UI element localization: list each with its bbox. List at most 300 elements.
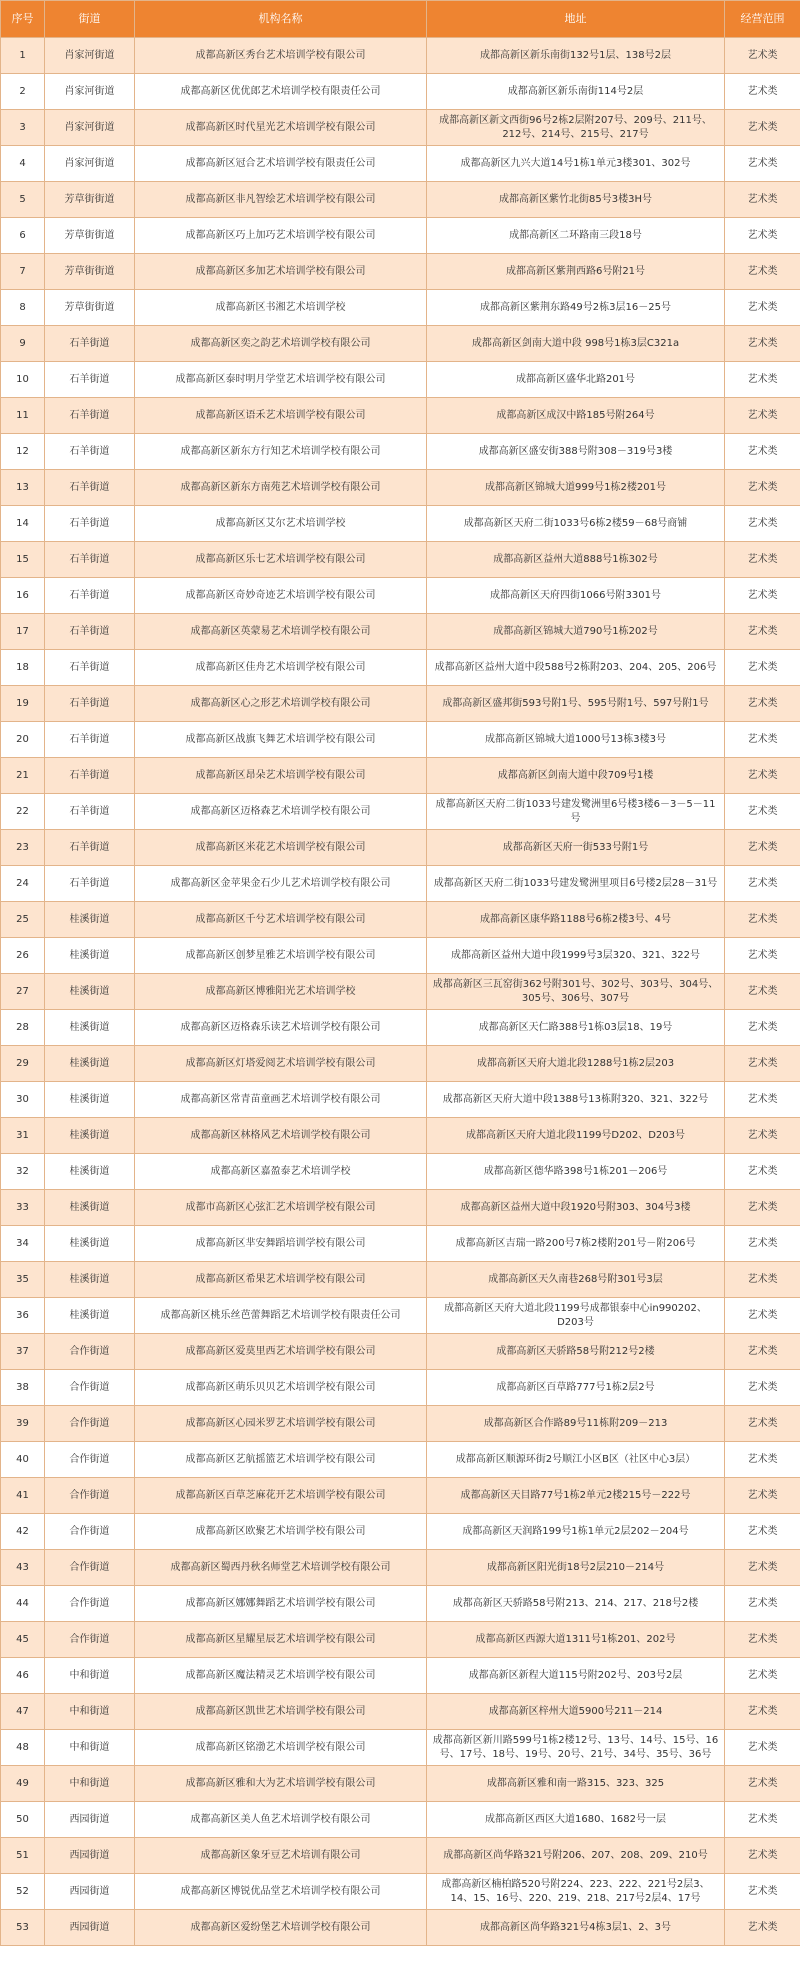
header-name: 机构名称	[135, 1, 427, 38]
table-row	[1, 1730, 800, 1766]
table-row	[1, 866, 800, 902]
cell-no: 45	[1, 1622, 45, 1658]
cell-name: 成都高新区蜀西丹秋名师堂艺术培训学校有限公司	[135, 1550, 427, 1586]
cell-scope: 艺术类	[725, 470, 800, 506]
table-row	[1, 1910, 800, 1946]
cell-street: 桂溪街道	[45, 1046, 135, 1082]
cell-address: 成都高新区德华路398号1栋201－206号	[427, 1154, 725, 1190]
cell-address: 成都高新区盛华北路201号	[427, 362, 725, 398]
cell-no: 28	[1, 1010, 45, 1046]
cell-name: 成都高新区新东方南苑艺术培训学校有限公司	[135, 470, 427, 506]
cell-street: 合作街道	[45, 1406, 135, 1442]
cell-scope: 艺术类	[725, 326, 800, 362]
cell-no: 18	[1, 650, 45, 686]
cell-name: 成都高新区时代星光艺术培训学校有限公司	[135, 110, 427, 146]
cell-no: 15	[1, 542, 45, 578]
cell-scope: 艺术类	[725, 1046, 800, 1082]
table-row	[1, 1442, 800, 1478]
cell-street: 芳草街街道	[45, 254, 135, 290]
cell-no: 1	[1, 38, 45, 74]
table-header	[1, 1, 800, 38]
cell-no: 46	[1, 1658, 45, 1694]
cell-no: 4	[1, 146, 45, 182]
cell-name: 成都高新区创梦星雅艺术培训学校有限公司	[135, 938, 427, 974]
cell-name: 成都高新区英蒙易艺术培训学校有限公司	[135, 614, 427, 650]
cell-no: 50	[1, 1802, 45, 1838]
table-row	[1, 1082, 800, 1118]
cell-street: 合作街道	[45, 1334, 135, 1370]
cell-address: 成都高新区新乐南街132号1层、138号2层	[427, 38, 725, 74]
cell-name: 成都高新区优优郎艺术培训学校有限责任公司	[135, 74, 427, 110]
cell-scope: 艺术类	[725, 1442, 800, 1478]
cell-street: 石羊街道	[45, 830, 135, 866]
cell-name: 成都高新区冠合艺术培训学校有限责任公司	[135, 146, 427, 182]
cell-scope: 艺术类	[725, 866, 800, 902]
cell-street: 西园街道	[45, 1910, 135, 1946]
cell-name: 成都高新区奇妙奇迹艺术培训学校有限公司	[135, 578, 427, 614]
cell-street: 西园街道	[45, 1838, 135, 1874]
cell-address: 成都高新区楠柏路520号附224、223、222、221号2层3、14、15、16号、220、219、218、217号2层4、17号	[427, 1874, 725, 1910]
cell-scope: 艺术类	[725, 758, 800, 794]
header-address: 地址	[427, 1, 725, 38]
cell-name: 成都高新区新东方行知艺术培训学校有限公司	[135, 434, 427, 470]
cell-no: 52	[1, 1874, 45, 1910]
table-row	[1, 902, 800, 938]
cell-no: 27	[1, 974, 45, 1010]
table-row	[1, 1334, 800, 1370]
table-row	[1, 110, 800, 146]
cell-scope: 艺术类	[725, 1262, 800, 1298]
table-body	[1, 38, 800, 1946]
cell-name: 成都高新区泰时明月学堂艺术培训学校有限公司	[135, 362, 427, 398]
cell-street: 合作街道	[45, 1514, 135, 1550]
cell-no: 40	[1, 1442, 45, 1478]
cell-street: 合作街道	[45, 1442, 135, 1478]
cell-no: 17	[1, 614, 45, 650]
table-row	[1, 1298, 800, 1334]
cell-address: 成都高新区天仁路388号1栋03层18、19号	[427, 1010, 725, 1046]
cell-scope: 艺术类	[725, 1694, 800, 1730]
cell-name: 成都高新区爱莫里西艺术培训学校有限公司	[135, 1334, 427, 1370]
cell-scope: 艺术类	[725, 254, 800, 290]
table-row	[1, 830, 800, 866]
cell-scope: 艺术类	[725, 1874, 800, 1910]
cell-no: 44	[1, 1586, 45, 1622]
cell-street: 石羊街道	[45, 794, 135, 830]
table-row	[1, 218, 800, 254]
cell-scope: 艺术类	[725, 1118, 800, 1154]
cell-street: 中和街道	[45, 1658, 135, 1694]
cell-name: 成都高新区灯塔爱阅艺术培训学校有限公司	[135, 1046, 427, 1082]
cell-scope: 艺术类	[725, 1226, 800, 1262]
cell-address: 成都高新区天府大道北段1199号D202、D203号	[427, 1118, 725, 1154]
table-row	[1, 434, 800, 470]
cell-no: 38	[1, 1370, 45, 1406]
cell-name: 成都高新区昂朵艺术培训学校有限公司	[135, 758, 427, 794]
cell-street: 石羊街道	[45, 578, 135, 614]
table-row	[1, 1622, 800, 1658]
cell-street: 石羊街道	[45, 398, 135, 434]
cell-name: 成都高新区艺航摇篮艺术培训学校有限公司	[135, 1442, 427, 1478]
table-row	[1, 974, 800, 1010]
cell-scope: 艺术类	[725, 1082, 800, 1118]
cell-address: 成都高新区盛安街388号附308－319号3楼	[427, 434, 725, 470]
cell-no: 51	[1, 1838, 45, 1874]
cell-scope: 艺术类	[725, 614, 800, 650]
table-row	[1, 290, 800, 326]
cell-name: 成都高新区凯世艺术培训学校有限公司	[135, 1694, 427, 1730]
table-row	[1, 1766, 800, 1802]
cell-address: 成都高新区西源大道1311号1栋201、202号	[427, 1622, 725, 1658]
table-row	[1, 794, 800, 830]
cell-address: 成都高新区天润路199号1栋1单元2层202－204号	[427, 1514, 725, 1550]
cell-address: 成都高新区锦城大道1000号13栋3楼3号	[427, 722, 725, 758]
cell-name: 成都高新区常青苗童画艺术培训学校有限公司	[135, 1082, 427, 1118]
cell-scope: 艺术类	[725, 902, 800, 938]
cell-address: 成都高新区天府二街1033号建发鹭洲里项目6号楼2层28－31号	[427, 866, 725, 902]
table-row	[1, 1802, 800, 1838]
cell-address: 成都高新区西区大道1680、1682号一层	[427, 1802, 725, 1838]
table-row	[1, 758, 800, 794]
cell-no: 34	[1, 1226, 45, 1262]
cell-street: 合作街道	[45, 1550, 135, 1586]
cell-no: 39	[1, 1406, 45, 1442]
cell-street: 芳草街街道	[45, 182, 135, 218]
cell-street: 桂溪街道	[45, 1226, 135, 1262]
cell-name: 成都高新区铭渤艺术培训学校有限公司	[135, 1730, 427, 1766]
cell-scope: 艺术类	[725, 1622, 800, 1658]
cell-street: 西园街道	[45, 1874, 135, 1910]
cell-street: 桂溪街道	[45, 974, 135, 1010]
cell-no: 43	[1, 1550, 45, 1586]
table-row	[1, 362, 800, 398]
cell-no: 41	[1, 1478, 45, 1514]
cell-address: 成都高新区康华路1188号6栋2楼3号、4号	[427, 902, 725, 938]
cell-address: 成都高新区紫竹北街85号3楼3H号	[427, 182, 725, 218]
cell-name: 成都市高新区心弦汇艺术培训学校有限公司	[135, 1190, 427, 1226]
cell-scope: 艺术类	[725, 650, 800, 686]
cell-no: 35	[1, 1262, 45, 1298]
cell-name: 成都高新区娜娜舞蹈艺术培训学校有限公司	[135, 1586, 427, 1622]
cell-no: 22	[1, 794, 45, 830]
table-row	[1, 470, 800, 506]
cell-name: 成都高新区心园米罗艺术培训学校有限公司	[135, 1406, 427, 1442]
cell-address: 成都高新区天目路77号1栋2单元2楼215号－222号	[427, 1478, 725, 1514]
table-row	[1, 686, 800, 722]
header-scope: 经营范围	[725, 1, 800, 38]
cell-name: 成都高新区金苹果金石少儿艺术培训学校有限公司	[135, 866, 427, 902]
cell-street: 合作街道	[45, 1586, 135, 1622]
cell-no: 32	[1, 1154, 45, 1190]
cell-no: 7	[1, 254, 45, 290]
table-row	[1, 1226, 800, 1262]
cell-scope: 艺术类	[725, 1766, 800, 1802]
cell-address: 成都高新区益州大道中段1999号3层320、321、322号	[427, 938, 725, 974]
cell-address: 成都高新区二环路南三段18号	[427, 218, 725, 254]
cell-scope: 艺术类	[725, 1298, 800, 1334]
table-row	[1, 1838, 800, 1874]
cell-name: 成都高新区百草芝麻花开艺术培训学校有限公司	[135, 1478, 427, 1514]
cell-scope: 艺术类	[725, 1334, 800, 1370]
cell-street: 石羊街道	[45, 650, 135, 686]
cell-name: 成都高新区欧聚艺术培训学校有限公司	[135, 1514, 427, 1550]
cell-street: 芳草街街道	[45, 290, 135, 326]
table-row	[1, 254, 800, 290]
header-no: 序号	[1, 1, 45, 38]
cell-scope: 艺术类	[725, 1838, 800, 1874]
header-street: 街道	[45, 1, 135, 38]
cell-scope: 艺术类	[725, 38, 800, 74]
cell-name: 成都高新区艾尔艺术培训学校	[135, 506, 427, 542]
cell-street: 肖家河街道	[45, 146, 135, 182]
cell-scope: 艺术类	[725, 794, 800, 830]
cell-street: 桂溪街道	[45, 1118, 135, 1154]
cell-street: 合作街道	[45, 1370, 135, 1406]
cell-no: 26	[1, 938, 45, 974]
cell-street: 桂溪街道	[45, 1010, 135, 1046]
cell-name: 成都高新区象牙豆艺术培训有限公司	[135, 1838, 427, 1874]
cell-address: 成都高新区天府二街1033号建发鹭洲里6号楼3楼6－3－5－11号	[427, 794, 725, 830]
cell-no: 31	[1, 1118, 45, 1154]
cell-address: 成都高新区紫荆西路6号附21号	[427, 254, 725, 290]
cell-address: 成都高新区梓州大道5900号211－214	[427, 1694, 725, 1730]
table-row	[1, 1010, 800, 1046]
cell-name: 成都高新区秀台艺术培训学校有限公司	[135, 38, 427, 74]
cell-name: 成都高新区博锐优品堂艺术培训学校有限公司	[135, 1874, 427, 1910]
table-row	[1, 542, 800, 578]
cell-address: 成都高新区天府二街1033号6栋2楼59－68号商铺	[427, 506, 725, 542]
cell-address: 成都高新区顺源环街2号顺江小区B区（社区中心3层）	[427, 1442, 725, 1478]
cell-address: 成都高新区雅和南一路315、323、325	[427, 1766, 725, 1802]
cell-street: 中和街道	[45, 1766, 135, 1802]
table-row	[1, 1694, 800, 1730]
cell-address: 成都高新区新程大道115号附202号、203号2层	[427, 1658, 725, 1694]
table-row	[1, 578, 800, 614]
table-row	[1, 722, 800, 758]
cell-scope: 艺术类	[725, 362, 800, 398]
cell-address: 成都高新区天府四街1066号附3301号	[427, 578, 725, 614]
cell-no: 21	[1, 758, 45, 794]
cell-scope: 艺术类	[725, 74, 800, 110]
table-row	[1, 38, 800, 74]
cell-scope: 艺术类	[725, 1910, 800, 1946]
cell-scope: 艺术类	[725, 830, 800, 866]
cell-scope: 艺术类	[725, 1730, 800, 1766]
cell-street: 石羊街道	[45, 434, 135, 470]
cell-name: 成都高新区语禾艺术培训学校有限公司	[135, 398, 427, 434]
cell-name: 成都高新区多加艺术培训学校有限公司	[135, 254, 427, 290]
table-row	[1, 1586, 800, 1622]
cell-no: 29	[1, 1046, 45, 1082]
table-row	[1, 1550, 800, 1586]
table-row	[1, 146, 800, 182]
cell-scope: 艺术类	[725, 146, 800, 182]
cell-name: 成都高新区奕之韵艺术培训学校有限公司	[135, 326, 427, 362]
cell-street: 中和街道	[45, 1730, 135, 1766]
table-row	[1, 398, 800, 434]
cell-name: 成都高新区佳舟艺术培训学校有限公司	[135, 650, 427, 686]
cell-no: 9	[1, 326, 45, 362]
cell-street: 石羊街道	[45, 866, 135, 902]
cell-address: 成都高新区天久南巷268号附301号3层	[427, 1262, 725, 1298]
table-row	[1, 506, 800, 542]
cell-scope: 艺术类	[725, 974, 800, 1010]
cell-street: 桂溪街道	[45, 938, 135, 974]
cell-address: 成都高新区尚华路321号4栋3层1、2、3号	[427, 1910, 725, 1946]
cell-scope: 艺术类	[725, 506, 800, 542]
cell-scope: 艺术类	[725, 1010, 800, 1046]
cell-street: 桂溪街道	[45, 1190, 135, 1226]
cell-name: 成都高新区魔法精灵艺术培训学校有限公司	[135, 1658, 427, 1694]
cell-name: 成都高新区千兮艺术培训学校有限公司	[135, 902, 427, 938]
table-row	[1, 1118, 800, 1154]
cell-scope: 艺术类	[725, 1406, 800, 1442]
cell-no: 5	[1, 182, 45, 218]
cell-address: 成都高新区九兴大道14号1栋1单元3楼301、302号	[427, 146, 725, 182]
cell-address: 成都高新区盛邦街593号附1号、595号附1号、597号附1号	[427, 686, 725, 722]
table-row	[1, 1658, 800, 1694]
cell-street: 桂溪街道	[45, 1154, 135, 1190]
table-row	[1, 650, 800, 686]
cell-scope: 艺术类	[725, 290, 800, 326]
cell-name: 成都高新区雅和大为艺术培训学校有限公司	[135, 1766, 427, 1802]
table-row	[1, 1190, 800, 1226]
cell-street: 合作街道	[45, 1622, 135, 1658]
cell-name: 成都高新区博雅阳光艺术培训学校	[135, 974, 427, 1010]
cell-scope: 艺术类	[725, 1370, 800, 1406]
cell-street: 桂溪街道	[45, 1298, 135, 1334]
cell-no: 47	[1, 1694, 45, 1730]
cell-name: 成都高新区桃乐丝芭蕾舞蹈艺术培训学校有限责任公司	[135, 1298, 427, 1334]
cell-address: 成都高新区百草路777号1栋2层2号	[427, 1370, 725, 1406]
cell-no: 19	[1, 686, 45, 722]
cell-address: 成都高新区天府大道北段1199号成都银泰中心in990202、D203号	[427, 1298, 725, 1334]
cell-name: 成都高新区非凡智绘艺术培训学校有限公司	[135, 182, 427, 218]
cell-address: 成都高新区锦城大道999号1栋2楼201号	[427, 470, 725, 506]
cell-scope: 艺术类	[725, 182, 800, 218]
cell-street: 石羊街道	[45, 362, 135, 398]
cell-no: 6	[1, 218, 45, 254]
header-row	[1, 1, 800, 38]
cell-name: 成都高新区乐七艺术培训学校有限公司	[135, 542, 427, 578]
cell-name: 成都高新区书湘艺术培训学校	[135, 290, 427, 326]
cell-street: 石羊街道	[45, 506, 135, 542]
cell-street: 石羊街道	[45, 758, 135, 794]
cell-address: 成都高新区剑南大道中段 998号1栋3层C321a	[427, 326, 725, 362]
cell-address: 成都高新区益州大道888号1栋302号	[427, 542, 725, 578]
cell-no: 13	[1, 470, 45, 506]
table-row	[1, 1262, 800, 1298]
cell-no: 30	[1, 1082, 45, 1118]
cell-no: 16	[1, 578, 45, 614]
table-row	[1, 1406, 800, 1442]
cell-scope: 艺术类	[725, 1154, 800, 1190]
cell-name: 成都高新区爱纷堡艺术培训学校有限公司	[135, 1910, 427, 1946]
cell-scope: 艺术类	[725, 398, 800, 434]
cell-name: 成都高新区美人鱼艺术培训学校有限公司	[135, 1802, 427, 1838]
cell-street: 石羊街道	[45, 722, 135, 758]
cell-no: 42	[1, 1514, 45, 1550]
cell-address: 成都高新区紫荆东路49号2栋3层16－25号	[427, 290, 725, 326]
cell-no: 3	[1, 110, 45, 146]
cell-name: 成都高新区希果艺术培训学校有限公司	[135, 1262, 427, 1298]
cell-scope: 艺术类	[725, 1190, 800, 1226]
cell-street: 中和街道	[45, 1694, 135, 1730]
cell-street: 合作街道	[45, 1478, 135, 1514]
cell-address: 成都高新区吉瑞一路200号7栋2楼附201号－附206号	[427, 1226, 725, 1262]
table-row	[1, 1046, 800, 1082]
cell-no: 10	[1, 362, 45, 398]
table-row	[1, 74, 800, 110]
cell-name: 成都高新区芈安舞蹈培训学校有限公司	[135, 1226, 427, 1262]
cell-street: 石羊街道	[45, 326, 135, 362]
cell-street: 西园街道	[45, 1802, 135, 1838]
cell-name: 成都高新区萌乐贝贝艺术培训学校有限公司	[135, 1370, 427, 1406]
cell-name: 成都高新区林格风艺术培训学校有限公司	[135, 1118, 427, 1154]
cell-name: 成都高新区迈格森乐读艺术培训学校有限公司	[135, 1010, 427, 1046]
cell-scope: 艺术类	[725, 938, 800, 974]
cell-name: 成都高新区战旗飞舞艺术培训学校有限公司	[135, 722, 427, 758]
cell-scope: 艺术类	[725, 1478, 800, 1514]
cell-address: 成都高新区合作路89号11栋附209－213	[427, 1406, 725, 1442]
table-row	[1, 1478, 800, 1514]
cell-address: 成都高新区成汉中路185号附264号	[427, 398, 725, 434]
cell-street: 桂溪街道	[45, 902, 135, 938]
cell-no: 48	[1, 1730, 45, 1766]
cell-address: 成都高新区天府大道中段1388号13栋附320、321、322号	[427, 1082, 725, 1118]
table-row	[1, 1154, 800, 1190]
cell-name: 成都高新区心之形艺术培训学校有限公司	[135, 686, 427, 722]
cell-address: 成都高新区天骄路58号附213、214、217、218号2楼	[427, 1586, 725, 1622]
cell-no: 37	[1, 1334, 45, 1370]
cell-address: 成都高新区阳光街18号2层210－214号	[427, 1550, 725, 1586]
cell-scope: 艺术类	[725, 1550, 800, 1586]
cell-scope: 艺术类	[725, 218, 800, 254]
cell-no: 12	[1, 434, 45, 470]
cell-no: 33	[1, 1190, 45, 1226]
cell-name: 成都高新区嘉盈泰艺术培训学校	[135, 1154, 427, 1190]
cell-street: 石羊街道	[45, 614, 135, 650]
cell-address: 成都高新区剑南大道中段709号1楼	[427, 758, 725, 794]
cell-no: 14	[1, 506, 45, 542]
cell-scope: 艺术类	[725, 110, 800, 146]
cell-street: 芳草街街道	[45, 218, 135, 254]
cell-address: 成都高新区益州大道中段1920号附303、304号3楼	[427, 1190, 725, 1226]
cell-street: 石羊街道	[45, 470, 135, 506]
cell-address: 成都高新区锦城大道790号1栋202号	[427, 614, 725, 650]
cell-street: 肖家河街道	[45, 74, 135, 110]
cell-no: 25	[1, 902, 45, 938]
cell-no: 11	[1, 398, 45, 434]
table-row	[1, 326, 800, 362]
table-row	[1, 1874, 800, 1910]
cell-name: 成都高新区巧上加巧艺术培训学校有限公司	[135, 218, 427, 254]
cell-address: 成都高新区新文西街96号2栋2层附207号、209号、211号、212号、214号、215号、217号	[427, 110, 725, 146]
cell-scope: 艺术类	[725, 578, 800, 614]
cell-no: 8	[1, 290, 45, 326]
cell-no: 20	[1, 722, 45, 758]
cell-scope: 艺术类	[725, 1514, 800, 1550]
cell-address: 成都高新区天骄路58号附212号2楼	[427, 1334, 725, 1370]
table-row	[1, 1514, 800, 1550]
cell-address: 成都高新区三瓦窑街362号附301号、302号、303号、304号、305号、306号、307号	[427, 974, 725, 1010]
cell-street: 肖家河街道	[45, 110, 135, 146]
cell-scope: 艺术类	[725, 722, 800, 758]
cell-no: 24	[1, 866, 45, 902]
cell-name: 成都高新区迈格森艺术培训学校有限公司	[135, 794, 427, 830]
table-row	[1, 182, 800, 218]
table-row	[1, 938, 800, 974]
